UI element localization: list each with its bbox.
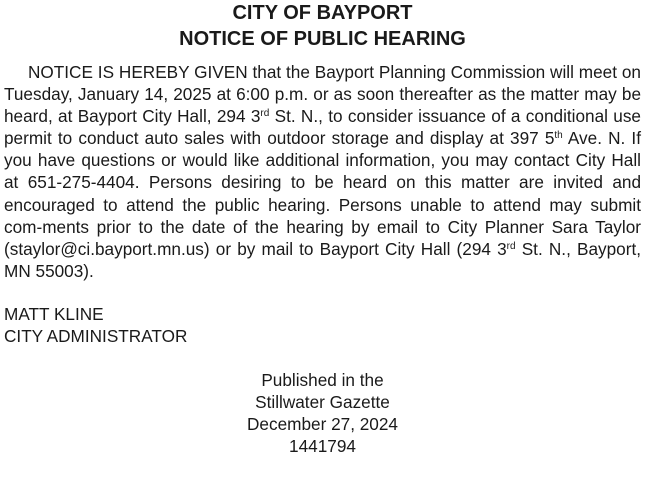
body-text-part-2: St. N., to consider issuance of a conditional use permit to conduct auto sales with outdoor storage and display at 397 5 [4, 106, 641, 149]
notice-body [4, 61, 641, 282]
body-text-part-4: St. N., Bayport, MN 55003). [4, 238, 641, 281]
ordinal-suffix-2: th [554, 130, 563, 142]
publication-id: 1441794 [289, 435, 356, 456]
body-text-part-1: NOTICE IS HEREBY GIVEN that the Bayport Planning Commission will meet on Tuesday, January 14, 2025 at 6:00 p.m. or as soon thereafter as the matter may be heard, at Bayport City Hall, 294 3 [4, 62, 641, 127]
publication-date: December 27, 2024 [247, 413, 398, 434]
ordinal-suffix-1: rd [260, 108, 270, 120]
notice-title: NOTICE OF PUBLIC HEARING [179, 28, 466, 50]
signature-block [4, 303, 641, 347]
body-text-part-3: Ave. N. If you have questions or would like additional information, you may contact City Hall at 651-275-4404. Persons desiring to be heard on this matter are invited and encouraged to attend the public hearing. Persons unable to attend may submit com-ments prior to the date of the hearing by email to City Planner Sara Taylor (staylor@ci.bayport.mn.us) or by mail to Bayport City Hall (294 3 [4, 128, 641, 259]
newspaper-name: Stillwater Gazette [255, 391, 390, 412]
signatory-name: MATT KLINE [4, 303, 104, 324]
city-heading: CITY OF BAYPORT [232, 2, 413, 24]
ordinal-suffix-3: rd [506, 240, 516, 252]
signatory-title: CITY ADMINISTRATOR [4, 325, 188, 346]
published-in-label: Published in the [261, 369, 384, 390]
publication-info [4, 369, 641, 457]
